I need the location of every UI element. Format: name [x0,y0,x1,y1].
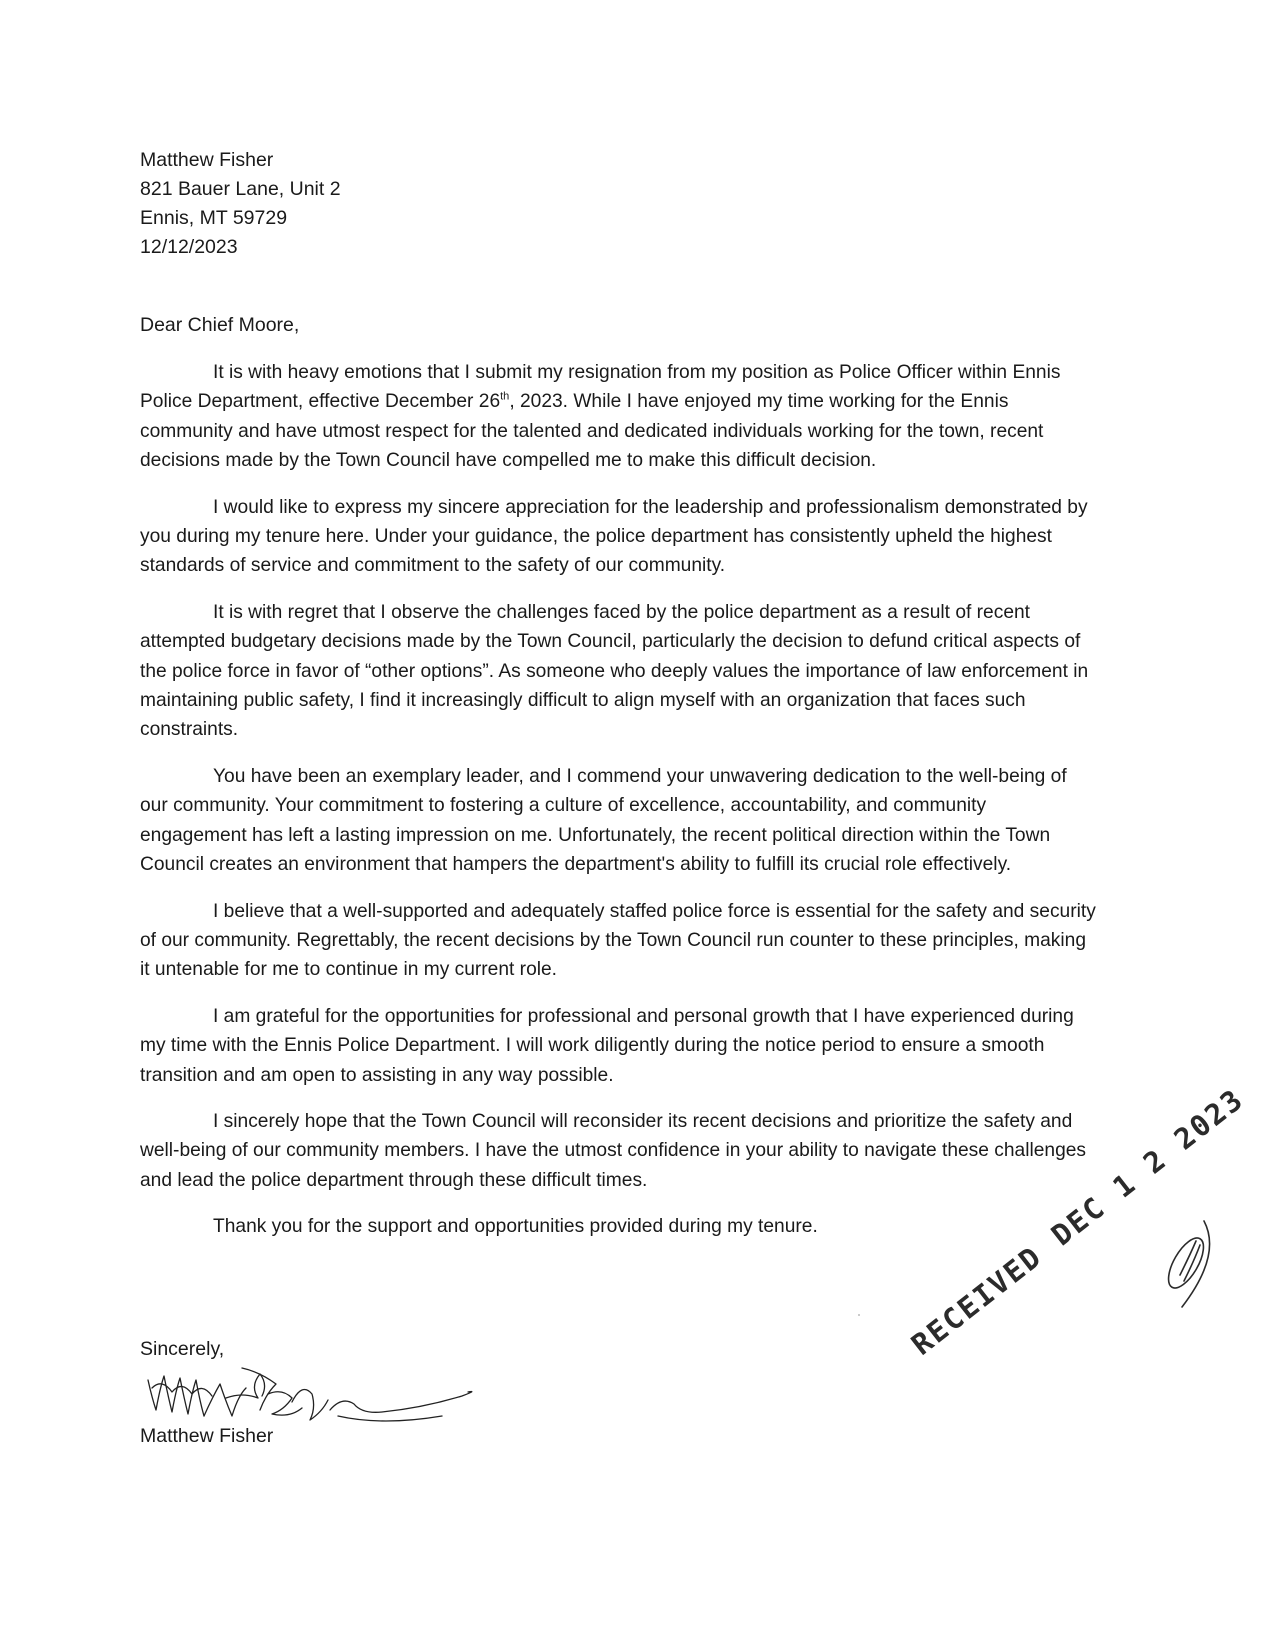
ordinal-suffix: th [500,391,510,404]
sender-city: Ennis, MT 59729 [140,207,288,229]
received-stamp [905,1081,1250,1465]
letter-body [140,358,1098,1259]
paragraph-5: I believe that a well-supported and adequately staffed police force is essential for the safety and security of our community. Regrettably, the recent decisions by the Town Council run counter to these principles, making it untenable for me to continue in my current role. [140,900,1096,981]
scan-speck [858,1314,860,1316]
sender-block [140,146,341,262]
paragraph-2: I would like to express my sincere appreciation for the leadership and professionalism demonstrated by you during my tenure here. Under your guidance, the police department has consistently upheld the highest standards of service and commitment to the safety of our community. [140,496,1088,577]
sender-address: 821 Bauer Lane, Unit 2 [140,178,341,200]
letter-date: 12/12/2023 [140,236,238,258]
signer-name: Matthew Fisher [140,1425,274,1447]
paragraph-8: Thank you for the support and opportunities provided during my tenure. [213,1216,818,1238]
valediction: Sincerely, [140,1338,225,1360]
sender-name: Matthew Fisher [140,149,274,171]
paragraph-1 [140,358,1098,476]
stamp-label: RECEIVED [905,1239,1049,1362]
paragraph-6: I am grateful for the opportunities for professional and personal growth that I have experienced during my time with the Ennis Police Department. I will work diligently during the notice period to ensure a smooth transition and am open to assisting in any way possible. [140,1005,1074,1086]
paragraph-3: It is with regret that I observe the challenges faced by the police department as a result of recent attempted budgetary decisions made by the Town Council, particularly the decision to defund critical aspects of the police force in favor of “other options”. As someone who deeply values the importance of law enforcement in maintaining public safety, I find it increasingly difficult to align myself with an organization that faces such constraints. [140,601,1089,741]
paragraph-4: You have been an exemplary leader, and I commend your unwavering dedication to the well-being of our community. Your commitment to fostering a culture of excellence, accountability, and community engagement has left a lasting impression on me. Unfortunately, the recent political direction within the Town Council creates an environment that hampers the department's ability to fulfill its crucial role effectively. [140,765,1067,876]
stamp-initial-mark [1160,1215,1230,1325]
salutation: Dear Chief Moore, [140,314,300,336]
paragraph-7: I sincerely hope that the Town Council will reconsider its recent decisions and prioritize the safety and well-being of our community members. I have the utmost confidence in your ability to navigate these challenges and lead the police department through these difficult times. [140,1110,1087,1191]
paragraph-1-end: , 2023. While I have enjoyed my time working for the Ennis community and have utmost respect for the talented and dedicated individuals working for the town, recent decisions made by the Town Council have compelled me to make this difficult decision. [140,391,1044,472]
stamp-date: DEC 1 2 2023 [1045,1081,1250,1253]
paragraph-1-start: It is with heavy emotions that I submit my resignation from my position as Police Officer within Ennis Police Department, effective December 26 [140,362,1061,413]
